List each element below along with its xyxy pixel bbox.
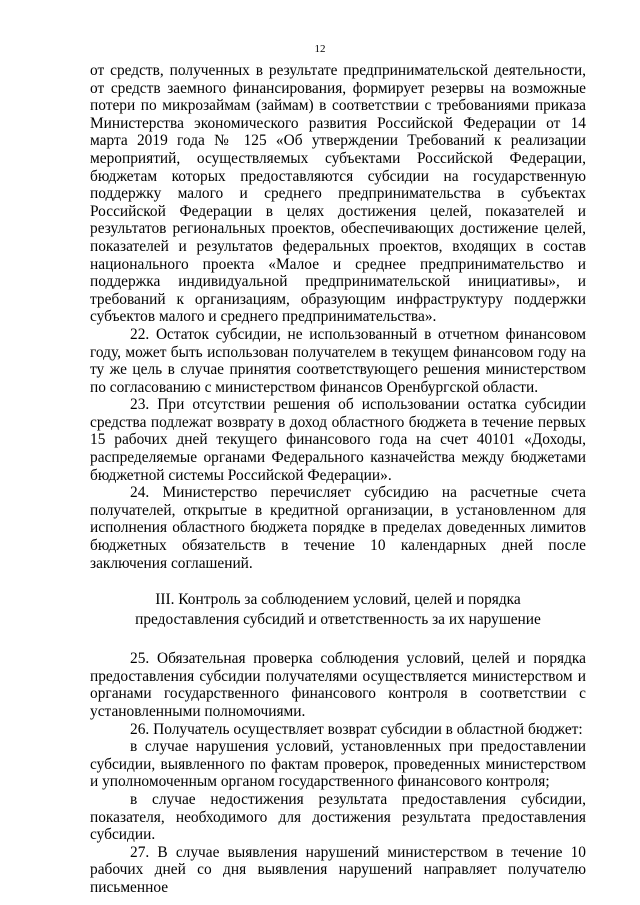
paragraph-25: 25. Обязательная проверка соблюдения условий, целей и порядка предоставления субсидии получателями осуществляется министерством и органами государственного финансового контроля в соответствии с установленными полномочиями. [90, 650, 586, 720]
section-heading-line-2: предоставления субсидий и ответственность за их нарушение [135, 611, 541, 629]
paragraph-23: 23. При отсутствии решения об использовании остатка субсидии средства подлежат возврату в доход областного бюджета в течение первых 15 рабочих дней текущего финансового года на счет 40101 «Доходы, распределяемые органами Федерального казначейства между бюджетами бюджетной системы Российской Федерации». [90, 396, 586, 484]
paragraph-27: 27. В случае выявления нарушений министерством в течение 10 рабочих дней со дня выявления нарушений направляет получателю письменное [90, 843, 586, 896]
paragraph-continuation: от средств, полученных в результате предпринимательской деятельности, от средств заемного финансирования, формирует резервы на возможные потери по микрозаймам (займам) в соответствии с требованиями приказа Министерства экономического развития Российской Федерации от 14 марта 2019 года № 125 «Об утверждении Требований к реализации мероприятий, осуществляемых субъектами Российской Федерации, бюджетам которых предоставляются субсидии на государственную поддержку малого и среднего предпринимательства в субъектах Российской Федерации в целях достижения целей, показателей и результатов региональных проектов, обеспечивающих достижение целей, показателей и результатов федеральных проектов, входящих в состав национального проекта «Малое и среднее предпринимательство и поддержка индивидуальной предпринимательской инициативы», и требований к организациям, образующим инфраструктуру поддержки субъектов малого и среднего предпринимательства». [90, 62, 586, 326]
section-heading-line-1: III. Контроль за соблюдением условий, целей и порядка [155, 591, 521, 609]
paragraph-22: 22. Остаток субсидии, не использованный в отчетном финансовом году, может быть использован получателем в текущем финансовом году на ту же цель в случае принятия соответствующего решения министерством по согласованию с министерством финансов Оренбургской области. [90, 325, 586, 396]
section-heading [90, 590, 586, 630]
paragraph-26-item-2: в случае недостижения результата предоставления субсидии, показателя, необходимого для достижения результата предоставления субсидии. [90, 790, 586, 844]
paragraph-24: 24. Министерство перечисляет субсидию на расчетные счета получателей, открытые в кредитной организации, в установленном для исполнения областного бюджета порядке в пределах доведенных лимитов бюджетных обязательств в течение 10 календарных дней после заключения соглашений. [90, 484, 586, 572]
paragraph-26: 26. Получатель осуществляет возврат субсидии в областной бюджет: [130, 720, 583, 738]
document-body [90, 62, 586, 897]
paragraph-26-item-1: в случае нарушения условий, установленных при предоставлении субсидии, выявленного по фактам проверок, проведенных министерством и уполномоченным органом государственного финансового контроля; [90, 738, 586, 791]
page-number: 12 [314, 43, 326, 55]
